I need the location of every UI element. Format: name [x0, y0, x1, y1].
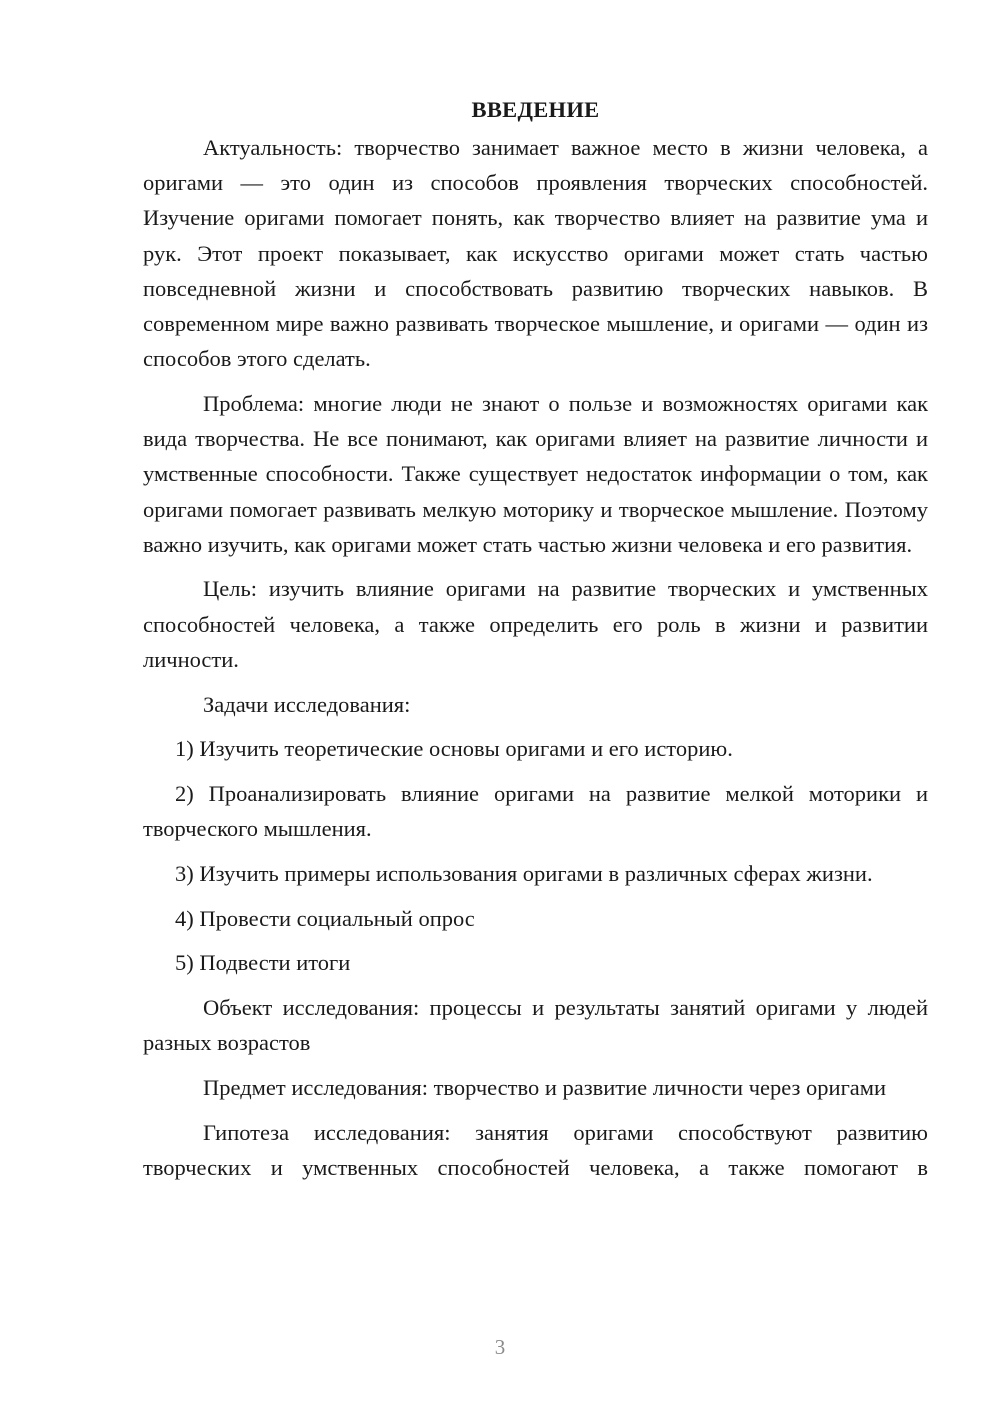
paragraph-hypothesis: Гипотеза исследования: занятия оригами способствуют развитию творческих и умственных способностей человека, а также помогают в: [143, 1119, 928, 1180]
paragraph-problem: Проблема: многие люди не знают о пользе и возможностях оригами как вида творчества. Не все понимают, как оригами влияет на развитие личности и умственные способности. Также существует недостаток информации о том, как оригами помогает развивать мелкую моторику и творческое мышление. Поэтому важно изучить, как оригами может стать частью жизни человека и его развития.: [143, 390, 928, 557]
task-item: 4) Провести социальный опрос: [175, 905, 475, 931]
paragraph-relevance: Актуальность: творчество занимает важное место в жизни человека, а оригами — это один из способов проявления творческих способностей. Изучение оригами помогает понять, как творчество влияет на развитие ума и рук. Этот проект показывает, как искусство оригами может стать частью повседневной жизни и способствовать развитию творческих навыков. В современном мире важно развивать творческое мышление, и оригами — один из способов этого сделать.: [143, 135, 928, 372]
page-content: [143, 92, 928, 1185]
section-title: ВВЕДЕНИЕ: [471, 97, 600, 122]
task-item: 3) Изучить примеры использования оригами в различных сферах жизни.: [175, 860, 873, 886]
page-number: 3: [494, 1335, 506, 1359]
task-item: 1) Изучить теоретические основы оригами и его историю.: [175, 736, 733, 762]
paragraph-tasks-heading: Задачи исследования:: [203, 691, 411, 717]
paragraph-goal: Цель: изучить влияние оригами на развитие творческих и умственных способностей человека, а также определить его роль в жизни и развитии личности.: [143, 576, 928, 672]
paragraph-subject: Предмет исследования: творчество и развитие личности через оригами: [203, 1074, 887, 1100]
paragraph-object: Объект исследования: процессы и результаты занятий оригами у людей разных возрастов: [143, 994, 928, 1056]
task-item: 5) Подвести итоги: [175, 950, 351, 976]
task-item: 2) Проанализировать влияние оригами на развитие мелкой моторики и творческого мышления.: [143, 780, 928, 842]
